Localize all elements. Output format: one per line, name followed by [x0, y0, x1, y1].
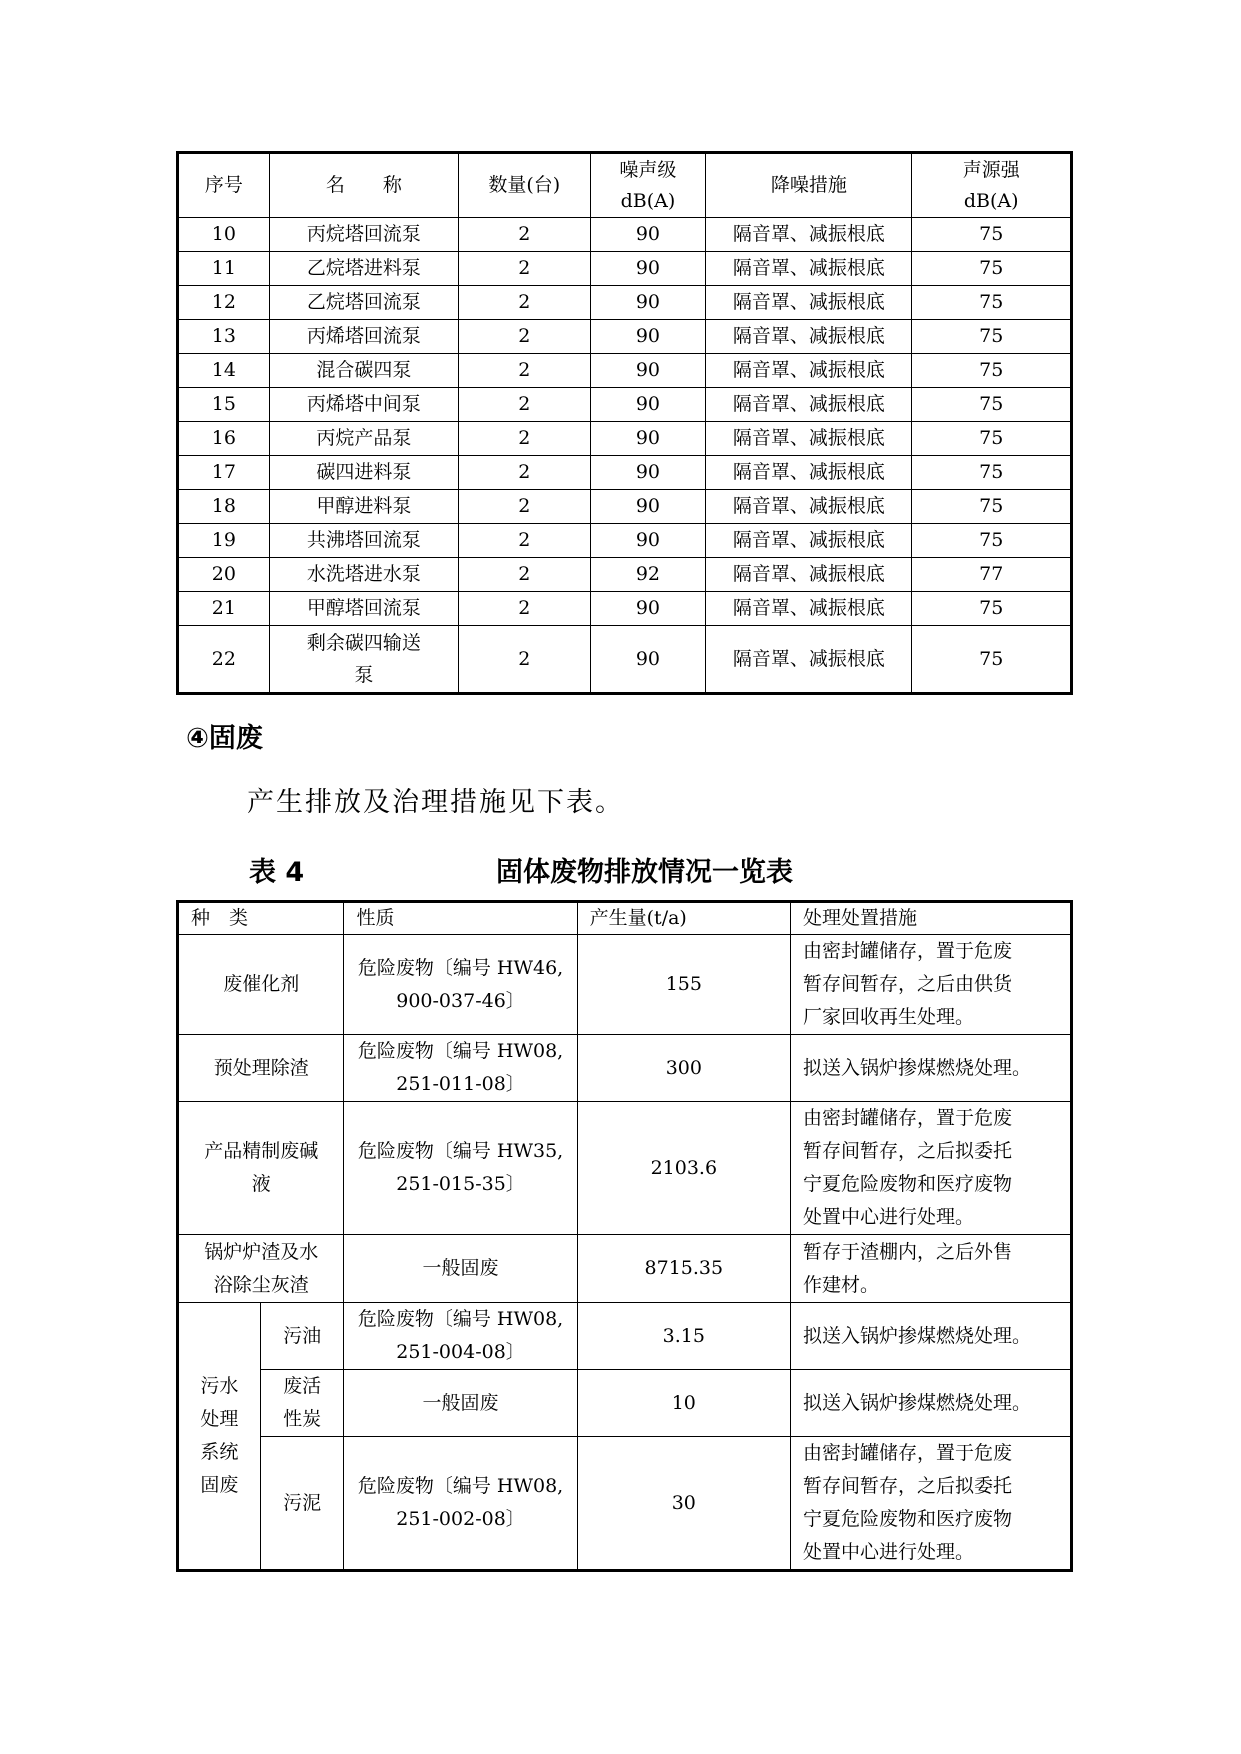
- table-row: [178, 286, 1072, 320]
- cell-name: 碳四进料泵: [269, 456, 458, 490]
- cell-name: 混合碳四泵: [269, 354, 458, 388]
- header-noise-l2: dB(A): [620, 189, 676, 212]
- cell-noise: 90: [590, 286, 706, 320]
- cell-noise: 90: [590, 490, 706, 524]
- table-row: [178, 626, 1072, 694]
- cell-seq: 14: [178, 354, 270, 388]
- cell-measure: 隔音罩、减振根底: [706, 388, 912, 422]
- cell-name: 甲醇塔回流泵: [269, 592, 458, 626]
- group-label-l4: 固废: [200, 1474, 239, 1496]
- cell-source: 75: [912, 592, 1072, 626]
- group-label-l1: 污水: [200, 1375, 239, 1397]
- header-source-level: [912, 153, 1072, 218]
- cell-nature: [344, 1035, 577, 1102]
- header-name: 名 称: [269, 153, 458, 218]
- cell-measure-l3: 宁夏危险废物和医疗废物: [803, 1173, 1013, 1195]
- cell-name-l2: 泵: [354, 664, 374, 686]
- cell-measure-l1: 拟送入锅炉掺煤燃烧处理。: [803, 1391, 1032, 1414]
- cell-name: 乙烷塔进料泵: [269, 252, 458, 286]
- cell-measure-l3: 厂家回收再生处理。: [803, 1006, 975, 1028]
- cell-source: 75: [912, 320, 1072, 354]
- cell-qty: 2: [459, 286, 591, 320]
- cell-noise: 90: [590, 626, 706, 694]
- cell-seq: 18: [178, 490, 270, 524]
- cell-nature-l2: 251-011-08〕: [396, 1073, 525, 1095]
- cell-source: 77: [912, 558, 1072, 592]
- table-row: [178, 388, 1072, 422]
- cell-measure: 隔音罩、减振根底: [706, 320, 912, 354]
- header-amount: 产生量(t/a): [577, 902, 790, 935]
- cell-nature: [344, 1102, 577, 1235]
- table-row: [178, 592, 1072, 626]
- cell-nature: [344, 1303, 577, 1370]
- cell-amount: 2103.6: [577, 1102, 790, 1235]
- cell-nature-l2: 251-015-35〕: [396, 1173, 525, 1195]
- cell-qty: 2: [459, 490, 591, 524]
- cell-type-l1: 锅炉炉渣及水: [204, 1240, 319, 1263]
- cell-measure: 隔音罩、减振根底: [706, 252, 912, 286]
- cell-amount: 30: [577, 1437, 790, 1571]
- cell-sub-l1: 废活: [283, 1375, 322, 1397]
- cell-nature-l1: 危险废物〔编号 HW46,: [357, 956, 564, 979]
- table-row: [178, 1370, 1072, 1437]
- cell-name: 丙烯塔中间泵: [269, 388, 458, 422]
- cell-sub-type: [260, 1370, 344, 1437]
- cell-name: 丙烷产品泵: [269, 422, 458, 456]
- cell-measure: 隔音罩、减振根底: [706, 524, 912, 558]
- cell-seq: 10: [178, 218, 270, 252]
- cell-measure: [791, 935, 1072, 1035]
- cell-qty: 2: [459, 354, 591, 388]
- cell-measure: 隔音罩、减振根底: [706, 218, 912, 252]
- cell-nature-l2: 251-004-08〕: [396, 1341, 525, 1363]
- cell-noise: 90: [590, 422, 706, 456]
- cell-name: 丙烯塔回流泵: [269, 320, 458, 354]
- cell-measure-l4: 处置中心进行处理。: [803, 1541, 975, 1563]
- cell-measure-l2: 作建材。: [803, 1273, 880, 1296]
- cell-seq: 11: [178, 252, 270, 286]
- section-text: 产生排放及治理措施见下表。: [247, 787, 624, 818]
- cell-sub-type: 污油: [260, 1303, 344, 1370]
- cell-measure-l4: 处置中心进行处理。: [803, 1206, 975, 1228]
- cell-name: 丙烷塔回流泵: [269, 218, 458, 252]
- cell-nature-l1: 危险废物〔编号 HW08,: [357, 1308, 564, 1330]
- group-label-l3: 系统: [200, 1441, 239, 1463]
- table-row: [178, 1235, 1072, 1303]
- cell-name: 水洗塔进水泵: [269, 558, 458, 592]
- cell-qty: 2: [459, 320, 591, 354]
- table-row: [178, 1437, 1072, 1571]
- cell-noise: 90: [590, 252, 706, 286]
- noise-header-row: [178, 153, 1072, 218]
- cell-source: 75: [912, 286, 1072, 320]
- cell-noise: 90: [590, 354, 706, 388]
- header-source-l1: 声源强: [962, 158, 1020, 181]
- table-row: [178, 524, 1072, 558]
- cell-amount: 300: [577, 1035, 790, 1102]
- cell-type: 废催化剂: [178, 935, 344, 1035]
- noise-body: [178, 218, 1072, 626]
- cell-measure: 隔音罩、减振根底: [706, 422, 912, 456]
- cell-measure: 隔音罩、减振根底: [706, 490, 912, 524]
- table-row: [178, 320, 1072, 354]
- cell-qty: 2: [459, 558, 591, 592]
- cell-measure-l1: 拟送入锅炉掺煤燃烧处理。: [803, 1324, 1032, 1347]
- cell-amount: 155: [577, 935, 790, 1035]
- cell-qty: 2: [459, 422, 591, 456]
- cell-seq: 22: [178, 626, 270, 694]
- cell-seq: 17: [178, 456, 270, 490]
- cell-sub-l2: 性炭: [283, 1408, 322, 1430]
- table-label: 表 4: [249, 857, 305, 888]
- cell-qty: 2: [459, 252, 591, 286]
- cell-source: 75: [912, 626, 1072, 694]
- table-row: [178, 558, 1072, 592]
- cell-measure: [791, 1035, 1072, 1102]
- table-row: [178, 490, 1072, 524]
- cell-amount: 3.15: [577, 1303, 790, 1370]
- cell-type: 预处理除渣: [178, 1035, 344, 1102]
- cell-qty: 2: [459, 592, 591, 626]
- cell-nature: [344, 935, 577, 1035]
- cell-qty: 2: [459, 388, 591, 422]
- cell-measure: 隔音罩、减振根底: [706, 456, 912, 490]
- cell-seq: 19: [178, 524, 270, 558]
- cell-nature: [344, 1437, 577, 1571]
- cell-name: 甲醇进料泵: [269, 490, 458, 524]
- header-noise-level: [590, 153, 706, 218]
- cell-name: [269, 626, 458, 694]
- cell-amount: 8715.35: [577, 1235, 790, 1303]
- group-label-l2: 处理: [200, 1408, 239, 1430]
- table-row: [178, 422, 1072, 456]
- table-row: [178, 1035, 1072, 1102]
- cell-name-l1: 剩余碳四输送: [306, 632, 421, 654]
- cell-measure: 隔音罩、减振根底: [706, 558, 912, 592]
- cell-source: 75: [912, 354, 1072, 388]
- cell-source: 75: [912, 490, 1072, 524]
- header-seq: 序号: [178, 153, 270, 218]
- table-row: [178, 1303, 1072, 1370]
- cell-type-l2: 浴除尘灰渣: [213, 1273, 309, 1296]
- cell-qty: 2: [459, 456, 591, 490]
- cell-measure-l3: 宁夏危险废物和医疗废物: [803, 1508, 1013, 1530]
- cell-qty: 2: [459, 524, 591, 558]
- table-title: 固体废物排放情况一览表: [496, 857, 793, 888]
- cell-seq: 13: [178, 320, 270, 354]
- header-source-l2: dB(A): [963, 189, 1019, 212]
- cell-measure-l1: 暂存于渣棚内，之后外售: [803, 1240, 1013, 1263]
- cell-noise: 92: [590, 558, 706, 592]
- table-row: [178, 252, 1072, 286]
- cell-noise: 90: [590, 320, 706, 354]
- header-measure: 处理处置措施: [791, 902, 1072, 935]
- cell-measure: 隔音罩、减振根底: [706, 592, 912, 626]
- cell-nature-l1: 危险废物〔编号 HW35,: [357, 1140, 564, 1162]
- header-type: 种 类: [178, 902, 344, 935]
- cell-sub-type: 污泥: [260, 1437, 344, 1571]
- cell-measure-l2: 暂存间暂存，之后由供货: [803, 973, 1013, 995]
- cell-measure-l1: 由密封罐储存，置于危废: [803, 1442, 1013, 1464]
- noise-table: [176, 151, 1073, 695]
- cell-name: 共沸塔回流泵: [269, 524, 458, 558]
- cell-source: 75: [912, 388, 1072, 422]
- cell-nature-l2: 251-002-08〕: [396, 1508, 525, 1530]
- cell-seq: 21: [178, 592, 270, 626]
- cell-measure-l2: 暂存间暂存，之后拟委托: [803, 1140, 1013, 1162]
- cell-measure: 隔音罩、减振根底: [706, 286, 912, 320]
- table-row: [178, 935, 1072, 1035]
- cell-measure: [791, 1303, 1072, 1370]
- cell-source: 75: [912, 218, 1072, 252]
- cell-seq: 20: [178, 558, 270, 592]
- cell-measure: 隔音罩、减振根底: [706, 354, 912, 388]
- header-qty: 数量(台): [459, 153, 591, 218]
- cell-source: 75: [912, 422, 1072, 456]
- cell-source: 75: [912, 252, 1072, 286]
- cell-measure: [791, 1437, 1072, 1571]
- section-heading: ④固废: [186, 723, 263, 754]
- cell-measure: [791, 1235, 1072, 1303]
- cell-nature-l1: 危险废物〔编号 HW08,: [357, 1040, 564, 1062]
- cell-noise: 90: [590, 524, 706, 558]
- cell-measure-l1: 由密封罐储存，置于危废: [803, 940, 1013, 962]
- cell-seq: 12: [178, 286, 270, 320]
- table-row: [178, 456, 1072, 490]
- cell-measure-l1: 拟送入锅炉掺煤燃烧处理。: [803, 1056, 1032, 1079]
- cell-noise: 90: [590, 388, 706, 422]
- cell-amount: 10: [577, 1370, 790, 1437]
- cell-seq: 16: [178, 422, 270, 456]
- header-nature: 性质: [344, 902, 577, 935]
- cell-group-label: [178, 1303, 261, 1571]
- cell-noise: 90: [590, 456, 706, 490]
- cell-noise: 90: [590, 592, 706, 626]
- cell-measure: [791, 1102, 1072, 1235]
- waste-table: [176, 900, 1073, 1572]
- cell-qty: 2: [459, 626, 591, 694]
- cell-type-l2: 液: [251, 1173, 271, 1195]
- waste-header-row: [178, 902, 1072, 935]
- table-row: [178, 1102, 1072, 1235]
- cell-nature-l1: 危险废物〔编号 HW08,: [357, 1475, 564, 1497]
- cell-noise: 90: [590, 218, 706, 252]
- cell-nature: 一般固废: [344, 1235, 577, 1303]
- cell-qty: 2: [459, 218, 591, 252]
- cell-measure-l1: 由密封罐储存，置于危废: [803, 1107, 1013, 1129]
- cell-measure: [791, 1370, 1072, 1437]
- header-noise-l1: 噪声级: [619, 158, 677, 181]
- cell-nature: 一般固废: [344, 1370, 577, 1437]
- cell-type: [178, 1102, 344, 1235]
- cell-type: [178, 1235, 344, 1303]
- cell-nature-l2: 900-037-46〕: [396, 989, 525, 1012]
- cell-measure: 隔音罩、减振根底: [706, 626, 912, 694]
- table-row: [178, 354, 1072, 388]
- cell-measure-l2: 暂存间暂存，之后拟委托: [803, 1475, 1013, 1497]
- cell-source: 75: [912, 456, 1072, 490]
- cell-source: 75: [912, 524, 1072, 558]
- table-row: [178, 218, 1072, 252]
- cell-type-l1: 产品精制废碱: [204, 1140, 319, 1162]
- header-measure: 降噪措施: [706, 153, 912, 218]
- cell-name: 乙烷塔回流泵: [269, 286, 458, 320]
- cell-seq: 15: [178, 388, 270, 422]
